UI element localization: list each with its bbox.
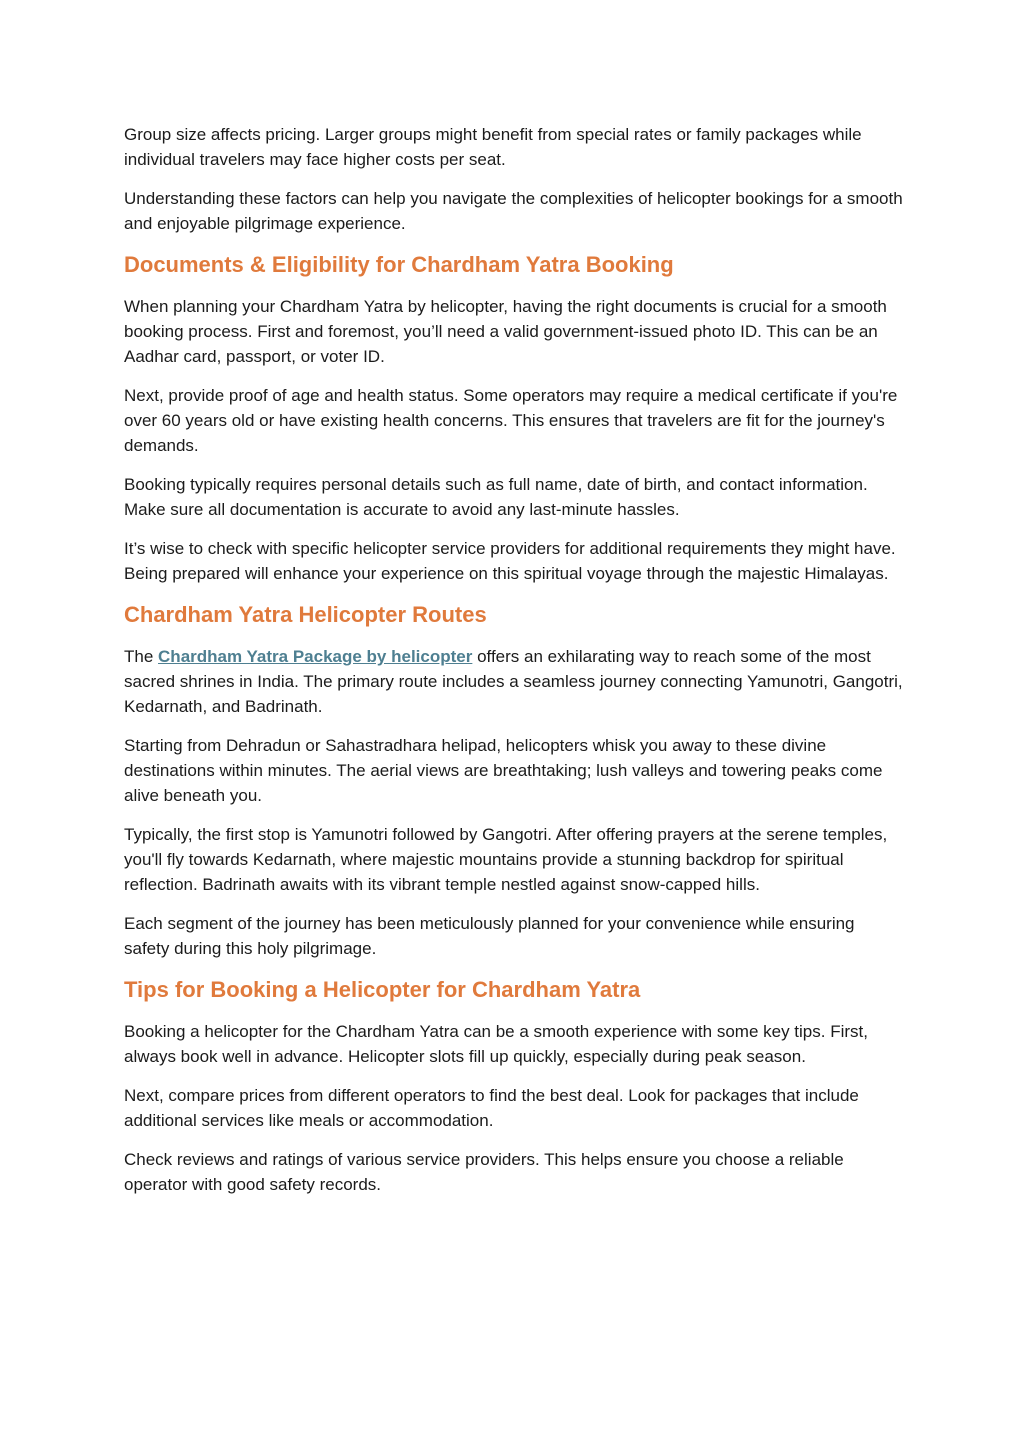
tips-paragraph-2: Next, compare prices from different operators to find the best deal. Look for packages that include additional services like meals or accommodation. [124, 1086, 859, 1130]
routes-paragraph-1-rest: offers an exhilarating way to reach some of the most sacred shrines in India. The primary route includes a seamless journey connecting Yamunotri, Gangotri, Kedarnath, and Badrinath. [124, 647, 903, 716]
routes-paragraph-3: Typically, the first stop is Yamunotri followed by Gangotri. After offering prayers at the serene temples, you'll fly towards Kedarnath, where majestic mountains provide a stunning backdrop for spiritual reflection. Badrinath awaits with its vibrant temple nestled against snow-capped hills. [124, 825, 888, 894]
routes-paragraph-1 [124, 644, 904, 719]
routes-paragraph-2: Starting from Dehradun or Sahastradhara helipad, helicopters whisk you away to these divine destinations within minutes. The aerial views are breathtaking; lush valleys and towering peaks come alive beneath you. [124, 736, 883, 805]
document-page [124, 122, 904, 1211]
documents-paragraph-1: When planning your Chardham Yatra by helicopter, having the right documents is crucial for a smooth booking process. First and foremost, you’ll need a valid government-issued photo ID. This can be an Aadhar card, passport, or voter ID. [124, 297, 887, 366]
documents-paragraph-2: Next, provide proof of age and health status. Some operators may require a medical certificate if you're over 60 years old or have existing health concerns. This ensures that travelers are fit for the journey's demands. [124, 386, 898, 455]
routes-heading: Chardham Yatra Helicopter Routes [124, 602, 487, 627]
tips-paragraph-3: Check reviews and ratings of various service providers. This helps ensure you choose a reliable operator with good safety records. [124, 1150, 844, 1194]
routes-paragraph-1-lead: The [124, 647, 159, 666]
routes-paragraph-4: Each segment of the journey has been meticulously planned for your convenience while ensuring safety during this holy pilgrimage. [124, 914, 855, 958]
intro-paragraph-2: Understanding these factors can help you navigate the complexities of helicopter bookings for a smooth and enjoyable pilgrimage experience. [124, 189, 903, 233]
chardham-package-link[interactable]: Chardham Yatra Package by helicopter [158, 647, 473, 666]
documents-paragraph-4: It’s wise to check with specific helicopter service providers for additional requirements they might have. Being prepared will enhance your experience on this spiritual voyage through the majestic Himalayas. [124, 539, 896, 583]
tips-paragraph-1: Booking a helicopter for the Chardham Yatra can be a smooth experience with some key tips. First, always book well in advance. Helicopter slots fill up quickly, especially during peak season. [124, 1022, 868, 1066]
documents-paragraph-3: Booking typically requires personal details such as full name, date of birth, and contact information. Make sure all documentation is accurate to avoid any last-minute hassles. [124, 475, 868, 519]
tips-heading: Tips for Booking a Helicopter for Chardham Yatra [124, 977, 641, 1002]
intro-paragraph-1: Group size affects pricing. Larger groups might benefit from special rates or family packages while individual travelers may face higher costs per seat. [124, 125, 862, 169]
documents-heading: Documents & Eligibility for Chardham Yatra Booking [124, 252, 674, 277]
